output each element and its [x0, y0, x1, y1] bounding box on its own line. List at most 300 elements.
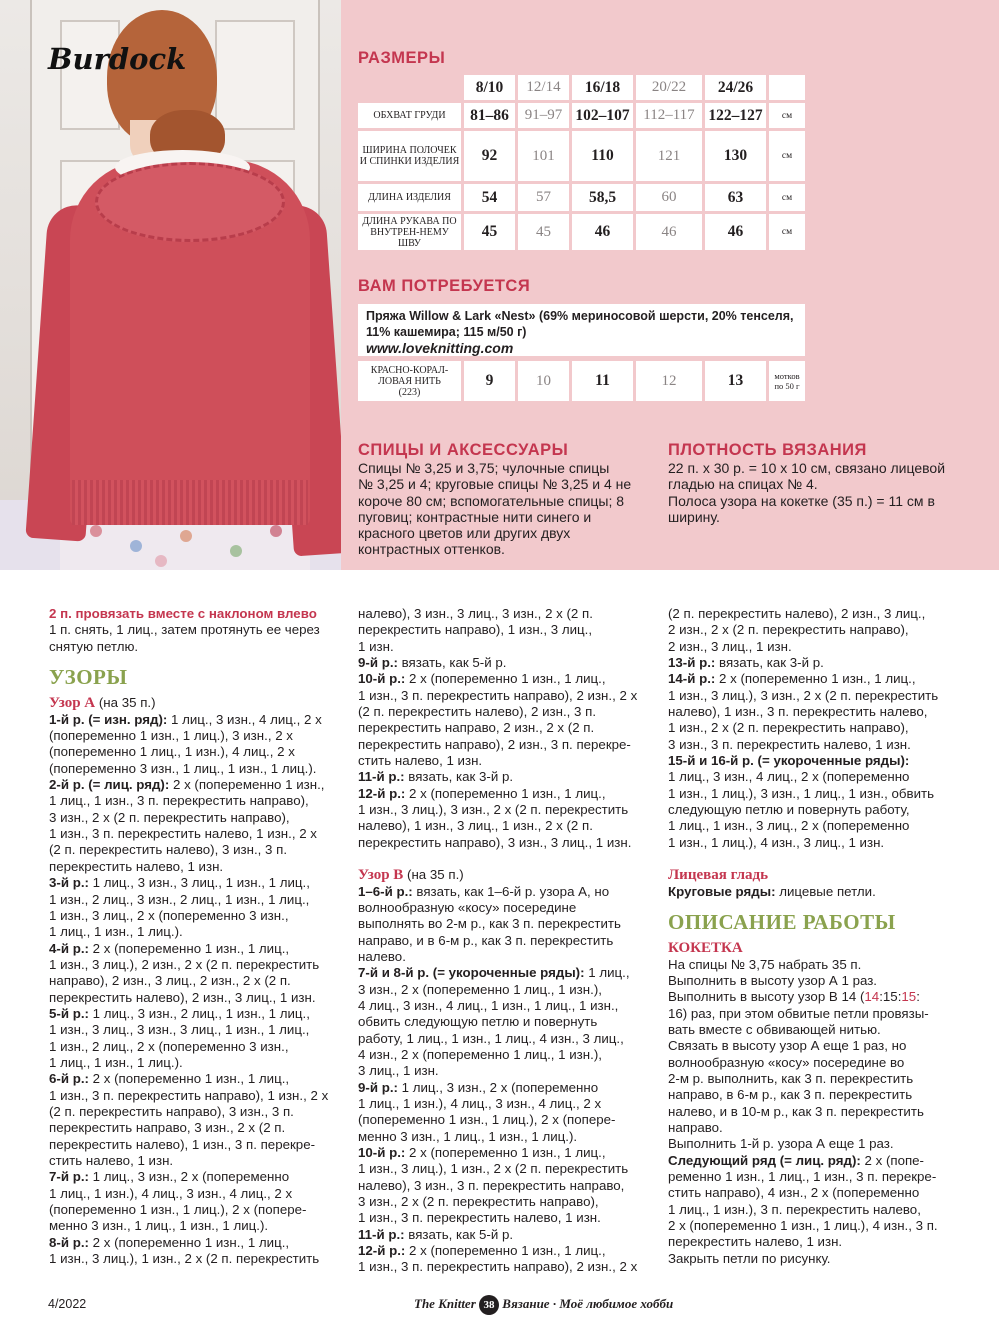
text-line: 2 х (попеременно 1 изн., 1 лиц.), 4 изн., 3 п. — [668, 1218, 938, 1234]
text-line: волнообразную «косу» посередине во — [668, 1054, 905, 1070]
row-text: 2 х (попеременно 1 изн., 1 лиц., — [405, 1243, 606, 1259]
footer-branding — [414, 1295, 673, 1315]
row-text: вязать, как 3-й р. — [404, 769, 514, 785]
row-text: 1 изн., 1 лиц.), 3 изн., 1 лиц., 1 изн., обвить — [668, 785, 935, 801]
row-label: 8-й р.: — [49, 1234, 89, 1250]
instruction-line — [358, 1161, 658, 1177]
text-line: Выполнить в высоту узор А 1 раз. — [668, 972, 877, 988]
row-text: 1 изн., 3 п. перекрестить направо), 1 изн., 2 х — [49, 1087, 329, 1103]
row-text: 1 лиц., 1 изн.), 4 лиц., 3 изн., 4 лиц., 2 х — [49, 1185, 293, 1201]
row-label: 11-й р.: — [358, 1226, 405, 1242]
instruction-line — [358, 622, 658, 638]
instruction-line — [358, 1096, 658, 1112]
instruction-line — [358, 655, 658, 671]
next-row-instructions — [668, 1169, 968, 1267]
row-text: стить налево, 1 изн. — [49, 1153, 174, 1168]
instruction-line — [358, 704, 658, 720]
size-value: 15 — [882, 989, 898, 1005]
pattern-a-title: Узор А — [49, 695, 96, 712]
instruction-line — [358, 818, 658, 834]
row-text: 1 изн., 3 лиц.), 2 изн., 2 х (2 п. перекрестить — [49, 956, 320, 972]
row-text: 1 изн., 3 лиц.), 3 изн., 2 х (2 п. перекрестить — [668, 687, 939, 703]
skein-unit: мотков по 50 г — [769, 361, 805, 401]
row-text: налево), 1 изн., 3 лиц., 1 изн., 2 х (2 п. — [358, 818, 593, 834]
instruction-line — [668, 769, 968, 785]
row-text: 1 изн., 3 лиц.), 1 изн., 2 х (2 п. перекрестить — [358, 1161, 629, 1177]
yarn-box — [358, 304, 805, 356]
size-value: 112–117 — [636, 103, 702, 128]
text-line: 1 лиц., 1 изн.), 3 п. перекрестить налево, — [668, 1201, 921, 1217]
instruction-line — [49, 1169, 344, 1185]
row-text: 1 лиц., 3 изн., 2 х (попеременно — [88, 1169, 290, 1185]
row-label: 12-й р.: — [358, 1243, 406, 1259]
size-value: 45 — [518, 214, 569, 250]
text-line: Связать в высоту узор А еще 1 раз, но — [668, 1038, 907, 1054]
row-text: 1 лиц., 3 изн., 4 лиц., 2 х (попеременно — [668, 769, 910, 785]
instruction-line — [358, 1210, 658, 1226]
row-label: 14-й р.: — [668, 671, 716, 687]
instruction-line — [358, 1063, 658, 1079]
text-line: направо. — [668, 1119, 723, 1135]
instruction-line — [49, 859, 344, 875]
instruction-line — [49, 1071, 344, 1087]
pattern-a-note: (на 35 п.) — [95, 695, 156, 711]
size-value: 81–86 — [464, 103, 515, 128]
row-text: 2 х (попеременно 1 изн., 1 лиц., — [88, 1234, 290, 1250]
row-text: 1 изн., 1 лиц.), 4 изн., 3 лиц., 1 изн. — [668, 834, 885, 850]
instruction-line — [358, 1129, 658, 1145]
instruction-line — [49, 810, 344, 826]
row-text: 2 х (попеременно 1 изн., 1 лиц., — [405, 785, 606, 801]
instruction-line — [358, 965, 658, 981]
row-label: 4-й р.: — [49, 940, 89, 956]
instruction-line — [49, 793, 344, 809]
row-text: 1 изн., 2 лиц., 3 изн., 2 лиц., 1 изн., 1 лиц., — [49, 891, 310, 907]
text-line: 22 п. х 30 р. = 10 х 10 см, связано лицевой — [668, 460, 946, 476]
instruction-line — [358, 1194, 658, 1210]
row-text: 2 х (попеременно 1 изн., 1 лиц., — [715, 671, 916, 687]
size-value: 54 — [464, 184, 515, 211]
instruction-line — [49, 1218, 344, 1234]
row-label: 10-й р.: — [358, 1145, 406, 1160]
instruction-line — [49, 1137, 344, 1153]
instruction-line — [668, 720, 968, 736]
row-text: 1 лиц., 1 изн., 3 лиц., 2 х (попеременно — [668, 818, 910, 834]
instruction-line — [668, 835, 968, 851]
row-text: 1 лиц., 3 изн., 2 х (попеременно — [397, 1079, 599, 1095]
text-line: На спицы № 3,75 набрать 35 п. — [668, 956, 862, 972]
row-text: следующую петлю и повернуть работу, — [668, 802, 910, 818]
row-text: направо, и в 6-м р., как 3 п. перекрестить — [358, 932, 614, 948]
magazine-tagline: Вязание · Моё любимое хобби — [502, 1295, 674, 1311]
skein-count: 10 — [518, 361, 569, 401]
row-text: 1 изн., 3 п. перекрестить налево, 1 изн., 2 х — [49, 826, 317, 842]
skein-count: 12 — [636, 361, 702, 401]
size-col: 20/22 — [636, 75, 702, 100]
size-value: 122–127 — [705, 103, 766, 128]
row-text: 1 лиц., 1 изн., 1 лиц.). — [49, 924, 183, 940]
instruction-line — [49, 1235, 344, 1251]
text-line: ширину. — [668, 508, 720, 525]
instruction-line — [49, 1039, 344, 1055]
row-text: налево), 3 изн., 3 лиц., 3 изн., 2 х (2 п. — [358, 606, 593, 621]
instruction-line — [49, 924, 344, 940]
patterns-heading: УЗОРЫ — [49, 665, 128, 690]
size-value: 102–107 — [572, 103, 633, 128]
instruction-line — [49, 1186, 344, 1202]
row-text: 2 изн., 2 х (2 п. перекрестить направо), — [668, 622, 909, 638]
pattern-b-note: (на 35 п.) — [403, 867, 464, 883]
instruction-line — [49, 1088, 344, 1104]
row-text: (попеременно 1 изн., 1 лиц.), 3 изн., 2 х — [49, 728, 293, 744]
separator: : — [916, 989, 920, 1005]
row-text: направо), 2 изн., 3 лиц., 2 изн., 2 х (2 п. — [49, 973, 291, 989]
work-description-heading: ОПИСАНИЕ РАБОТЫ — [668, 909, 896, 934]
sweater-photo — [0, 0, 341, 570]
row-text: (2 п. перекрестить налево), 2 изн., 3 п. — [358, 704, 597, 720]
size-value: 91–97 — [518, 103, 569, 128]
row-text: (попеременно 3 изн., 1 лиц., 1 изн., 1 лиц.). — [49, 760, 317, 776]
instruction-line — [49, 1006, 344, 1022]
row-text: 2 х (попеременно 1 изн., 1 лиц., — [88, 940, 290, 956]
text-line: направо, в 6-м р., как 3 п. перекрестить — [668, 1087, 913, 1103]
text-line: 2 х (попе- — [860, 1152, 924, 1168]
issue-number: 4/2022 — [48, 1297, 87, 1311]
row-text: стить налево, 1 изн. — [358, 753, 483, 769]
row-text: 1 лиц., 1 изн., 3 п. перекрестить направо), — [49, 793, 309, 809]
row-text: 4 изн., 2 х (попеременно 1 лиц., 1 изн.), — [358, 1046, 602, 1062]
text-line: Полоса узора на кокетке (35 п.) = 11 см в — [668, 492, 935, 509]
row-text: 1 изн., 3 п. перекрестить направо), 2 изн., 2 х — [358, 687, 638, 703]
instruction-line — [49, 712, 344, 728]
row-text: (2 п. перекрестить налево), 2 изн., 3 лиц., — [668, 606, 926, 621]
row-text: 2 х (попеременно 1 изн., 1 лиц., — [405, 671, 606, 687]
instruction-line — [49, 1055, 344, 1071]
instruction-line — [358, 982, 658, 998]
instruction-line — [358, 753, 658, 769]
text-line: вать вместе с обвивающей нитью. — [668, 1021, 881, 1037]
instruction-line — [49, 777, 344, 793]
skein-count: 11 — [572, 361, 633, 401]
row-label: 3-й р.: — [49, 875, 89, 891]
gauge-text — [668, 460, 968, 525]
row-text: 1 лиц., 1 изн.), 4 лиц., 3 изн., 4 лиц., 2 х — [358, 1095, 602, 1111]
instruction-line — [358, 1227, 658, 1243]
size-value: 46 — [572, 214, 633, 250]
column-1 — [49, 606, 344, 1267]
text-line: Выполнить 1-й р. узора А еще 1 раз. — [668, 1136, 894, 1152]
color-label-cell — [358, 361, 461, 401]
instruction-line — [49, 892, 344, 908]
row-label: 15-й и 16-й р. (= укороченные ряды): — [668, 753, 910, 769]
row-label: 10-й р.: — [358, 671, 406, 687]
row-text: работу, 1 лиц., 1 изн., 1 лиц., 4 изн., 3 лиц., — [358, 1030, 624, 1046]
instruction-line — [358, 720, 658, 736]
row-text: 2 х (попеременно 1 изн., 1 лиц., — [88, 1071, 290, 1087]
text-line: № 3,25 и 4; круговые спицы № 3,25 и 4 не — [358, 476, 632, 493]
instruction-line — [668, 622, 968, 638]
row-text: 1 изн., 3 п. перекрестить налево, 1 изн. — [358, 1210, 601, 1226]
instruction-line — [668, 802, 968, 818]
row-text: (попеременно 1 лиц., 1 изн.), 4 лиц., 2 х — [49, 744, 295, 760]
row-text: (попеременно 1 изн., 1 лиц.), 2 х (попере- — [49, 1202, 307, 1218]
instruction-line — [49, 744, 344, 760]
instruction-line — [358, 949, 658, 965]
size-value: 46 — [705, 214, 766, 250]
instruction-line — [358, 688, 658, 704]
size-value: 45 — [464, 214, 515, 250]
row-label: 12-й р.: — [358, 785, 406, 801]
instruction-line — [668, 639, 968, 655]
instruction-line — [49, 990, 344, 1006]
instruction-line — [358, 1259, 658, 1275]
row-text: (2 п. перекрестить направо), 3 изн., 3 п. — [49, 1103, 294, 1119]
row-label: 5-й р.: — [49, 1005, 89, 1021]
row-text: вязать, как 1–6-й р. узора А, но — [412, 883, 610, 899]
text-line: ременно 1 изн., 1 лиц., 1 изн., 3 п. перекре- — [668, 1169, 937, 1184]
stockinette-text: лицевые петли. — [775, 883, 876, 899]
instruction-line — [49, 1202, 344, 1218]
instruction-line — [49, 1104, 344, 1120]
row-text: вязать, как 5-й р. — [404, 1226, 514, 1242]
text-line: контрастных оттенков. — [358, 541, 505, 558]
row-label: ОБХВАТ ГРУДИ — [358, 103, 461, 128]
size-value: 60 — [636, 184, 702, 211]
row-text: налево. — [358, 948, 406, 964]
size-value: 15 — [901, 989, 917, 1005]
size-value: 121 — [636, 131, 702, 181]
instruction-line — [49, 1120, 344, 1136]
text-line: снятую петлю. — [49, 638, 139, 654]
row-text: перекрестить направо), 2 изн., 3 п. перекре- — [358, 736, 631, 752]
row-text: 3 изн., 3 п. перекрестить налево, 1 изн. — [668, 736, 911, 752]
row-text: 3 изн., 2 х (2 п. перекрестить направо), — [49, 809, 290, 825]
text-line: красного цветов или других двух — [358, 525, 571, 542]
text-line: гладью на спицах № 4. — [668, 476, 818, 493]
materials-heading: ВАМ ПОТРЕБУЕТСЯ — [358, 277, 531, 295]
instruction-line — [668, 737, 968, 753]
instruction-line — [49, 875, 344, 891]
row-label: ДЛИНА РУКАВА ПО ВНУТРЕН-НЕМУ ШВУ — [358, 214, 461, 250]
row-label: 9-й р.: — [358, 655, 398, 671]
color-label: КРАСНО-КОРАЛ-ЛОВАЯ НИТЬ — [370, 364, 449, 387]
needles-heading: СПИЦЫ И АКСЕССУАРЫ — [358, 441, 569, 459]
row-text: 3 изн., 2 х (2 п. перекрестить направо), — [358, 1194, 599, 1210]
row-text: перекрестить налево), 1 изн., 3 п. перекре- — [49, 1136, 316, 1152]
size-value: 63 — [705, 184, 766, 211]
instruction-line — [49, 908, 344, 924]
separator: : — [879, 989, 883, 1005]
instruction-line — [668, 753, 968, 769]
row-label: 1–6-й р.: — [358, 883, 413, 899]
size-value: 110 — [572, 131, 633, 181]
instruction-line — [358, 802, 658, 818]
row-label: 9-й р.: — [358, 1079, 398, 1095]
size-value: 46 — [636, 214, 702, 250]
sizes-table — [355, 72, 808, 253]
row-text: вязать, как 5-й р. — [397, 655, 507, 671]
size-col: 12/14 — [518, 75, 569, 100]
instruction-line — [668, 606, 968, 622]
instruction-line — [668, 655, 968, 671]
pattern-a-rows-cont — [358, 606, 658, 851]
instruction-line — [49, 1153, 344, 1169]
instruction-line — [358, 786, 658, 802]
separator: : — [897, 989, 902, 1005]
instruction-line — [358, 884, 658, 900]
stockinette-label: Круговые ряды: — [668, 883, 776, 899]
instruction-line — [358, 639, 658, 655]
instruction-line — [358, 1047, 658, 1063]
skein-count: 13 — [705, 361, 766, 401]
instruction-line — [49, 957, 344, 973]
row-label: ДЛИНА ИЗДЕЛИЯ — [358, 184, 461, 211]
text-line: Закрыть петли по рисунку. — [668, 1250, 831, 1266]
pattern-title: Burdock — [48, 42, 187, 76]
unit-label: см — [769, 214, 805, 250]
row-label: ШИРИНА ПОЛОЧЕК И СПИНКИ ИЗДЕЛИЯ — [358, 131, 461, 181]
row-text: менно 3 изн., 1 лиц., 1 изн., 1 лиц.). — [358, 1128, 578, 1144]
instruction-line — [358, 737, 658, 753]
gauge-heading: ПЛОТНОСТЬ ВЯЗАНИЯ — [668, 441, 867, 459]
row-text: (попеременно 1 изн., 1 лиц.), 2 х (попере- — [358, 1112, 616, 1128]
yarn-line: Пряжа Willow & Lark «Nest» (69% мериносовой шерсти, 20% тенселя, — [366, 309, 794, 323]
size-value: 14 — [864, 989, 880, 1005]
row-label: 6-й р.: — [49, 1071, 89, 1087]
row-text: вязать, как 3-й р. — [715, 655, 824, 671]
text-line: Спицы № 3,25 и 3,75; чулочные спицы — [358, 460, 610, 476]
instruction-line — [358, 933, 658, 949]
row-text: 1 лиц., 1 изн., 1 лиц.). — [49, 1054, 183, 1070]
instruction-line — [358, 1178, 658, 1194]
instruction-line — [668, 688, 968, 704]
row-text: 3 изн., 2 х (попеременно 1 лиц., 1 изн.), — [358, 981, 602, 997]
size-col: 8/10 — [464, 75, 515, 100]
size-value: 57 — [518, 184, 569, 211]
instruction-line — [49, 941, 344, 957]
row-text: 1 изн., 3 лиц.), 1 изн., 2 х (2 п. перекрестить — [49, 1251, 320, 1267]
row-text: перекрестить направо, 2 изн., 2 х (2 п. — [358, 720, 595, 736]
instruction-line — [49, 1251, 344, 1267]
instruction-line — [358, 1080, 658, 1096]
row-text: перекрестить направо), 1 изн., 3 лиц., — [358, 622, 593, 638]
size-value: 58,5 — [572, 184, 633, 211]
abbreviation-title: 2 п. провязать вместе с наклоном влево — [49, 606, 317, 621]
needles-text — [358, 460, 658, 558]
row-text: 1 изн., 3 лиц., 3 изн., 3 лиц., 1 изн., 1 лиц., — [49, 1022, 310, 1038]
row-text: 1 лиц., 3 изн., 2 лиц., 1 изн., 1 лиц., — [88, 1005, 310, 1021]
text-line: пуговиц; контрастные нити синего и — [358, 508, 592, 525]
row-text: 1 лиц., 3 изн., 4 лиц., 2 х — [167, 711, 322, 727]
instruction-line — [49, 842, 344, 858]
size-value: 101 — [518, 131, 569, 181]
color-code: (223) — [398, 386, 421, 398]
instruction-line — [668, 818, 968, 834]
text-line: налево, и в 10-м р., как 3 п. перекрестить — [668, 1103, 924, 1119]
row-label: 7-й и 8-й р. (= укороченные ряды): — [358, 965, 585, 981]
instruction-line — [358, 916, 658, 932]
pattern-b-rows-cont — [668, 606, 968, 851]
row-text: перекрестить направо, 3 изн., 2 х (2 п. — [49, 1120, 286, 1136]
row-text: 3 лиц., 1 изн. — [358, 1063, 439, 1079]
yarn-url: www.loveknitting.com — [366, 340, 514, 356]
row-text: перекрестить направо), 3 изн., 3 лиц., 1 изн. — [358, 834, 632, 850]
instruction-line — [668, 671, 968, 687]
text-line: 2-м р. выполнить, как 3 п. перекрестить — [668, 1070, 914, 1086]
page-number: 38 — [479, 1295, 499, 1315]
row-text: 2 х (попеременно 1 изн., 1 лиц., — [405, 1145, 606, 1160]
pattern-a-rows — [49, 712, 344, 1268]
yoke-heading: КОКЕТКА — [668, 940, 743, 957]
instruction-line — [49, 728, 344, 744]
text-line: стить направо), 4 изн., 2 х (попеременно — [668, 1185, 920, 1201]
size-col: 16/18 — [572, 75, 633, 100]
instruction-line — [358, 769, 658, 785]
instruction-line — [49, 1022, 344, 1038]
row-label: 13-й р.: — [668, 655, 716, 671]
instruction-line — [358, 1031, 658, 1047]
instruction-line — [358, 1112, 658, 1128]
row-label: 2-й р. (= лиц. ряд): — [49, 777, 170, 793]
row-text: 1 изн., 2 лиц., 2 х (попеременно 3 изн., — [49, 1038, 289, 1054]
row-text: налево), 3 изн., 3 п. перекрестить направо, — [358, 1177, 625, 1193]
instruction-line — [668, 786, 968, 802]
instruction-line — [358, 900, 658, 916]
unit-label: см — [769, 131, 805, 181]
instruction-line — [49, 826, 344, 842]
instruction-line — [358, 1243, 658, 1259]
text-line: перекрестить налево, 1 изн. — [668, 1234, 843, 1250]
instruction-line — [358, 835, 658, 851]
row-text: 1 лиц., — [584, 965, 630, 981]
instruction-line — [358, 671, 658, 687]
unit-label: см — [769, 103, 805, 128]
row-text: перекрестить налево, 1 изн. — [49, 858, 224, 874]
instruction-line — [358, 606, 658, 622]
row-text: 2 изн., 3 лиц., 1 изн. — [668, 638, 792, 654]
pattern-b-title: Узор В — [358, 867, 404, 884]
text-line: 16) раз, при этом обвитые петли провязы- — [668, 1005, 929, 1021]
instruction-line — [49, 973, 344, 989]
row-label: 7-й р.: — [49, 1169, 89, 1185]
row-text: волнообразную «косу» посередине — [358, 899, 577, 915]
text-line: 1 п. снять, 1 лиц., затем протянуть ее через — [49, 622, 320, 638]
row-text: выполнять во 2-м р., как 3 п. перекрестить — [358, 916, 621, 932]
row-text: менно 3 изн., 1 лиц., 1 изн., 1 лиц.). — [49, 1218, 269, 1234]
size-value: 130 — [705, 131, 766, 181]
row-text: 2 х (попеременно 1 изн., — [169, 777, 325, 793]
yoke-instructions — [668, 1006, 968, 1153]
column-2 — [358, 606, 658, 1276]
stockinette-title: Лицевая гладь — [668, 867, 769, 884]
size-value: 92 — [464, 131, 515, 181]
yarn-line: 11% кашемира; 115 м/50 г) — [366, 325, 527, 339]
unit-label: см — [769, 184, 805, 211]
column-3 — [668, 606, 968, 1267]
row-text: 4 лиц., 3 изн., 4 лиц., 1 изн., 1 лиц., 1 изн., — [358, 997, 619, 1013]
row-text: обвить следующую петлю и повернуть — [358, 1014, 598, 1030]
row-label: 1-й р. (= изн. ряд): — [49, 711, 168, 727]
row-text: (2 п. перекрестить налево), 3 изн., 3 п. — [49, 842, 288, 858]
instruction-line — [358, 1145, 658, 1161]
text-line: Выполнить в высоту узор В 14 ( — [668, 989, 865, 1005]
next-row-label: Следующий ряд (= лиц. ряд): — [668, 1152, 861, 1168]
instruction-line — [668, 704, 968, 720]
instruction-line — [358, 998, 658, 1014]
text-line: короче 80 см; вспомогательные спицы; 8 — [358, 492, 625, 509]
instruction-line — [49, 761, 344, 777]
row-label: 11-й р.: — [358, 769, 405, 785]
